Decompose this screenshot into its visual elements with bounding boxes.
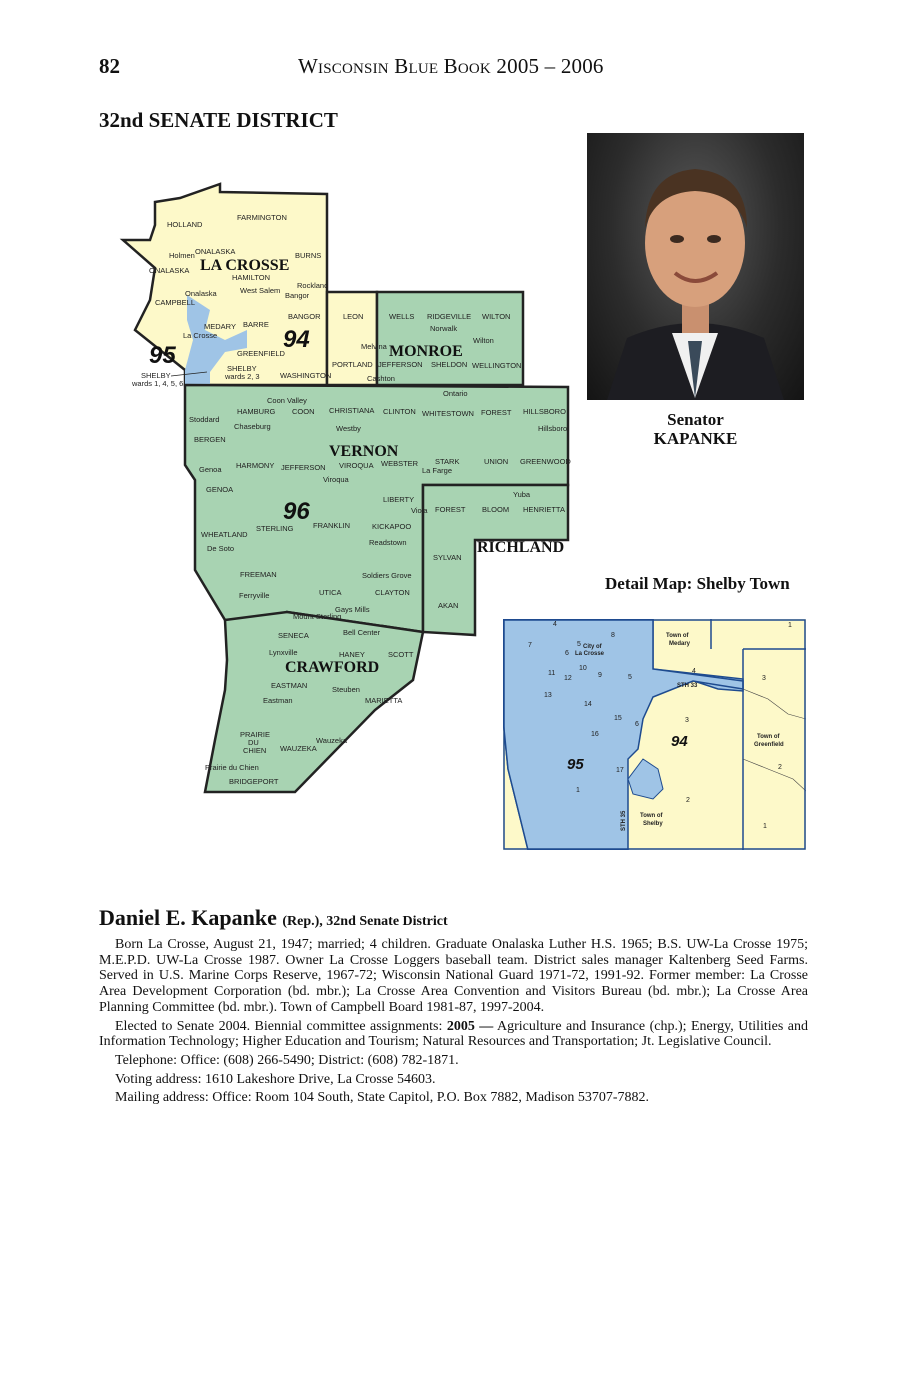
map-label: Cashton xyxy=(367,374,395,383)
map-label: Stoddard xyxy=(189,415,220,424)
map-label: PORTLAND xyxy=(332,360,373,369)
county-label: VERNON xyxy=(329,443,399,460)
map-label: FREEMAN xyxy=(240,570,277,579)
ward-label: 2 xyxy=(778,764,782,771)
map-label: WASHINGTON xyxy=(280,371,332,380)
ward-label: 14 xyxy=(584,701,592,708)
map-label: BANGOR xyxy=(288,312,321,321)
map-label: AKAN xyxy=(438,601,459,610)
map-label: DU xyxy=(248,738,259,747)
county-label: MONROE xyxy=(389,343,463,360)
map-label: Gays Mills xyxy=(335,605,370,614)
map-label: Wilton xyxy=(473,336,494,345)
map-label: HOLLAND xyxy=(167,220,203,229)
map-label: MARIETTA xyxy=(365,696,403,705)
map-label: Eastman xyxy=(263,696,293,705)
map-label: Bangor xyxy=(285,291,310,300)
ward-label: 10 xyxy=(579,665,587,672)
map-label: Steuben xyxy=(332,685,360,694)
portrait-illustration xyxy=(587,133,804,400)
ward-label: 5 xyxy=(628,674,632,681)
map-label: CAMPBELL xyxy=(155,298,196,307)
map-label: SHELBY xyxy=(227,364,257,373)
map-label: La Crosse xyxy=(183,331,218,340)
bio-mailing-address: Mailing address: Office: Room 104 South, State Capitol, P.O. Box 7882, Madison 53707-7882. xyxy=(115,1090,650,1106)
county-label: CRAWFORD xyxy=(285,659,380,676)
map-label: Coon Valley xyxy=(267,396,307,405)
senator-affiliation: (Rep.), 32nd Senate District xyxy=(282,914,448,929)
map-label: PRAIRIE xyxy=(240,730,271,739)
map-label: WEBSTER xyxy=(381,459,419,468)
map-label: Norwalk xyxy=(430,324,458,333)
map-label: JEFFERSON xyxy=(378,360,423,369)
map-label: HAMBURG xyxy=(237,407,276,416)
map-label: Onalaska xyxy=(185,289,217,298)
map-label: Lynxville xyxy=(269,648,298,657)
map-label: UNION xyxy=(484,457,509,466)
ward-label: 4 xyxy=(553,621,557,628)
district-label: 95 xyxy=(567,756,584,773)
ward-label: 6 xyxy=(635,721,639,728)
county-label: LA CROSSE xyxy=(200,257,290,274)
ward-label: 12 xyxy=(564,675,572,682)
map-label: STERLING xyxy=(256,524,294,533)
district-label: 94 xyxy=(671,733,688,750)
map-label: RIDGEVILLE xyxy=(427,312,472,321)
map-label: Rockland xyxy=(297,281,329,290)
running-header: Wisconsin Blue Book 2005 – 2006 xyxy=(298,54,604,78)
ward-label: 1 xyxy=(576,787,580,794)
map-label: LIBERTY xyxy=(383,495,415,504)
map-label: ONALASKA xyxy=(149,266,190,275)
map-label: FOREST xyxy=(435,505,466,514)
town-label: Greenfield xyxy=(754,742,784,748)
map-label: SCOTT xyxy=(388,650,414,659)
map-label: KICKAPOO xyxy=(372,522,412,531)
map-label: HENRIETTA xyxy=(523,505,565,514)
map-label: Soldiers Grove xyxy=(362,571,412,580)
bio-year: 2005 — xyxy=(446,1018,494,1034)
map-label: BRIDGEPORT xyxy=(229,777,279,786)
bio-telephone: Telephone: Office: (608) 266-5490; District: (608) 782-1871. xyxy=(115,1052,459,1068)
ward-label: 5 xyxy=(577,641,581,648)
bio-paragraph: Born La Crosse, August 21, 1947; married; 4 children. Graduate Onalaska Luther H.S. 1965; B.S. UW-La Crosse 1975; M.E.P.D. UW-La Crosse 1987. Owner La Crosse Loggers baseball team. District sales manager Kaltenberg Seed Farms. Served in U.S. Marine Corps Reserve, 1967-72; Wisconsin National Guard 1971-72, 1991-92. Former member: La Crosse Area Development Corporation (bd. mbr.); La Crosse Area Convention and Visitors Bureau (bd. mbr.); La Crosse Area Planning Committee (bd. mbr.). Town of Campbell Board 1981-87, 1997-2004. xyxy=(99,937,808,1015)
town-label: Town of xyxy=(640,813,663,819)
map-label: WHITESTOWN xyxy=(422,409,474,418)
map-label: Bell Center xyxy=(343,628,381,637)
map-label: CHRISTIANA xyxy=(329,406,375,415)
county-label: RICHLAND xyxy=(477,539,565,556)
senator-photo xyxy=(587,133,804,400)
map-label: LEON xyxy=(343,312,364,321)
map-label: Mount Sterling xyxy=(293,612,342,621)
photo-caption-line1: Senator xyxy=(667,410,724,429)
ward-label: 9 xyxy=(598,672,602,679)
map-label: FOREST xyxy=(481,408,512,417)
map-label: Westby xyxy=(336,424,361,433)
map-label: BLOOM xyxy=(482,505,510,514)
map-label: Holmen xyxy=(169,251,195,260)
map-label: GREENWOOD xyxy=(520,457,571,466)
map-label: ONALASKA xyxy=(195,247,236,256)
map-label: GREENFIELD xyxy=(237,349,285,358)
map-label: MEDARY xyxy=(204,322,236,331)
map-label: Ferryville xyxy=(239,591,270,600)
map-label: COON xyxy=(292,407,315,416)
ward-label: 1 xyxy=(763,823,767,830)
bio-name xyxy=(99,905,448,931)
ward-label: 11 xyxy=(548,670,556,677)
ward-label: 17 xyxy=(616,767,624,774)
map-label: HAMILTON xyxy=(232,273,271,282)
road-label: STH 33 xyxy=(677,683,698,689)
bio-voting-address: Voting address: 1610 Lakeshore Drive, La Crosse 54603. xyxy=(115,1071,436,1087)
map-label: FRANKLIN xyxy=(313,521,351,530)
map-label: VIROQUA xyxy=(339,461,374,470)
map-label: BARRE xyxy=(243,320,269,329)
map-label: GENOA xyxy=(206,485,234,494)
detail-map-title: Detail Map: Shelby Town xyxy=(605,574,790,593)
ward-label: 3 xyxy=(685,717,689,724)
district-label: 94 xyxy=(283,326,310,353)
map-label: JEFFERSON xyxy=(281,463,326,472)
map-label: HILLSBORO xyxy=(523,407,566,416)
map-label: Chaseburg xyxy=(234,422,271,431)
map-label: WHEATLAND xyxy=(201,530,248,539)
page-number: 82 xyxy=(99,54,120,78)
map-label: WELLS xyxy=(389,312,415,321)
map-label: Yuba xyxy=(513,490,531,499)
road-label: STH 35 xyxy=(621,810,627,831)
ward-label: 16 xyxy=(591,731,599,738)
map-label: WELLINGTON xyxy=(472,361,522,370)
bio-text-segment: Agriculture and Insurance (chp.); Energy, Utilities and Information Technology; Higher Education and Tourism; Natural Resources and Transportation; Jt. Legislative Council. xyxy=(99,1018,809,1050)
map-label: CLINTON xyxy=(383,407,416,416)
map-label: wards 1, 4, 5, 6 xyxy=(132,379,184,388)
map-label: Prairie du Chien xyxy=(205,763,259,772)
ward-label: 6 xyxy=(565,650,569,657)
photo-caption-line2: KAPANKE xyxy=(653,429,738,448)
map-label: Hillsboro xyxy=(538,424,568,433)
map-label: EASTMAN xyxy=(271,681,308,690)
town-label: Medary xyxy=(669,641,691,647)
bio-text-segment: Elected to Senate 2004. Biennial committee assignments: xyxy=(115,1018,447,1034)
ward-label: 4 xyxy=(692,668,696,675)
town-label: Shelby xyxy=(643,821,663,827)
ward-label: 1 xyxy=(788,622,792,629)
map-label: Melvina xyxy=(361,342,387,351)
bio-text xyxy=(99,937,808,1109)
ward-label: 15 xyxy=(614,715,622,722)
map-label: SYLVAN xyxy=(433,553,462,562)
map-label: Genoa xyxy=(199,465,222,474)
bio-paragraph xyxy=(99,1019,808,1050)
map-label: WILTON xyxy=(482,312,511,321)
map-label: SHELBY xyxy=(141,371,171,380)
map-label: BURNS xyxy=(295,251,322,260)
map-label: Viroqua xyxy=(323,475,349,484)
map-label: STARK xyxy=(435,457,460,466)
map-label: La Farge xyxy=(422,466,453,475)
ward-label: 3 xyxy=(762,675,766,682)
district-label: 95 xyxy=(149,342,176,369)
map-label: HANEY xyxy=(339,650,365,659)
detail-map xyxy=(503,619,806,850)
map-label: SHELDON xyxy=(431,360,468,369)
map-label: CHIEN xyxy=(243,746,267,755)
map-label: West Salem xyxy=(240,286,281,295)
ward-label: 8 xyxy=(611,632,615,639)
map-label: wards 2, 3 xyxy=(225,372,260,381)
map-label: FARMINGTON xyxy=(237,213,287,222)
monroe-east-region xyxy=(377,292,523,385)
map-label: Wauzeka xyxy=(316,736,347,745)
map-label: WAUZEKA xyxy=(280,744,317,753)
map-label: SENECA xyxy=(278,631,309,640)
map-label: BERGEN xyxy=(194,435,226,444)
map-label: Viola xyxy=(411,506,428,515)
map-label: Ontario xyxy=(443,389,468,398)
map-label: HARMONY xyxy=(236,461,275,470)
ward-label: 13 xyxy=(544,692,552,699)
map-label: CLAYTON xyxy=(375,588,410,597)
senator-name: Daniel E. Kapanke xyxy=(99,905,277,930)
map-label: Readstown xyxy=(369,538,407,547)
map-label: De Soto xyxy=(207,544,235,553)
district-title: 32nd SENATE DISTRICT xyxy=(99,108,338,132)
town-label: Town of xyxy=(757,734,780,740)
ward-label: 7 xyxy=(528,642,532,649)
map-label: UTICA xyxy=(319,588,342,597)
monroe-county-region xyxy=(327,292,377,385)
district-label: 96 xyxy=(283,498,310,525)
city-label: La Crosse xyxy=(575,651,605,657)
city-label: City of xyxy=(583,644,602,650)
ward-label: 2 xyxy=(686,797,690,804)
town-label: Town of xyxy=(666,633,689,639)
